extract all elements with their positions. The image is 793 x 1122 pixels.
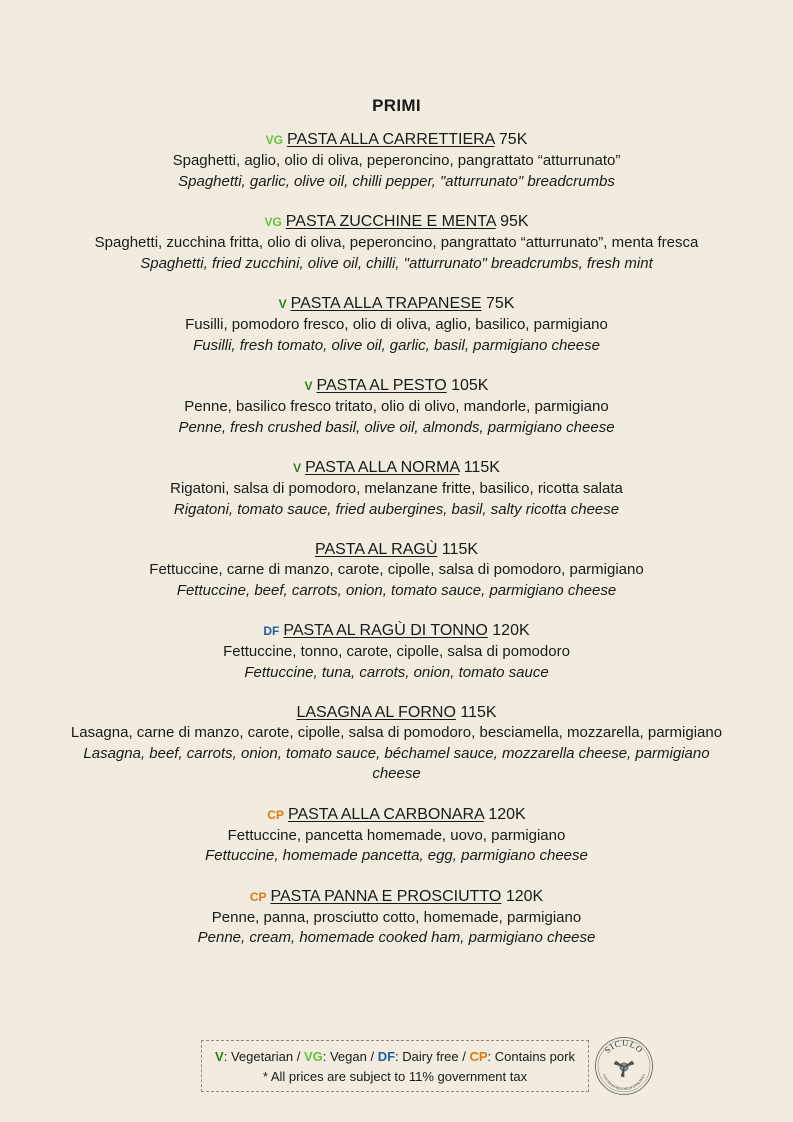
dish-description-english: Fettuccine, beef, carrots, onion, tomato sauce, parmigiano cheese: [176, 581, 617, 599]
logo-bottom-text: GASTRONOMIA MEDITERRANEA: [601, 1073, 647, 1092]
dish-name: PASTA AL PESTO: [316, 377, 447, 394]
dish-description-english: Spaghetti, garlic, olive oil, chilli pepper, "atturrunato" breadcrumbs: [178, 172, 615, 190]
legend-dietary-keys: [202, 1047, 588, 1067]
menu-item-heading: [60, 886, 733, 908]
dish-description-italian: Fettuccine, pancetta homemade, uovo, parmigiano: [227, 826, 566, 844]
dish-description-english: Fusilli, fresh tomato, olive oil, garlic, basil, parmigiano cheese: [193, 336, 600, 354]
menu-item-heading: [60, 375, 733, 397]
dish-price: 115K: [463, 459, 500, 476]
legend-key-label: : Contains pork: [487, 1049, 575, 1064]
dish-description-italian: Lasagna, carne di manzo, carote, cipolle, salsa di pomodoro, besciamella, mozzarella, parmigiano: [70, 724, 723, 741]
dish-name: PASTA PANNA E PROSCIUTTO: [270, 887, 502, 905]
dietary-tag: VG: [265, 133, 283, 147]
dish-description-italian: Fusilli, pomodoro fresco, olio di oliva, aglio, basilico, parmigiano: [185, 316, 608, 333]
dish-description-english: Penne, cream, homemade cooked ham, parmigiano cheese: [197, 929, 596, 946]
dish-price: 75K: [485, 295, 515, 312]
legend-key: V: [215, 1049, 224, 1064]
dish-price: 120K: [488, 805, 526, 823]
dish-name: PASTA ALLA CARBONARA: [287, 805, 484, 823]
legend-key: CP: [469, 1049, 488, 1064]
dish-price: 95K: [500, 213, 529, 230]
dietary-tag: VG: [264, 215, 282, 229]
menu-item-heading: [60, 620, 733, 642]
dish-name: PASTA ALLA NORMA: [305, 459, 460, 476]
legend-key-label: : Vegan /: [322, 1049, 378, 1064]
dish-price: 115K: [460, 704, 497, 721]
dish-description-english: Spaghetti, fried zucchini, olive oil, chilli, "atturrunato" breadcrumbs, fresh mint: [140, 254, 653, 272]
dish-description-english: Lasagna, beef, carrots, onion, tomato sauce, béchamel sauce, mozzarella cheese, parmigiano cheese: [83, 744, 710, 782]
section-title: PRIMI: [372, 96, 421, 115]
logo-top-text: SICULO: [602, 1037, 646, 1056]
menu-item-heading: [60, 457, 733, 479]
dish-description-italian: Fettuccine, carne di manzo, carote, cipolle, salsa di pomodoro, parmigiano: [149, 561, 644, 578]
dish-name: LASAGNA AL FORNO: [296, 704, 456, 721]
menu-item-heading: [60, 539, 733, 560]
dietary-tag: V: [293, 461, 302, 475]
dish-description-english: Fettuccine, homemade pancetta, egg, parmigiano cheese: [205, 847, 588, 864]
legend-box: [201, 1040, 589, 1092]
menu-item: [60, 620, 733, 683]
menu-item: [60, 886, 733, 949]
menu-item: [60, 129, 733, 192]
trinacria-icon: [614, 1061, 634, 1077]
legend-key: VG: [303, 1049, 323, 1064]
menu-item: [60, 375, 733, 438]
dish-price: 115K: [441, 541, 479, 558]
menu-item: [60, 293, 733, 356]
dietary-tag: CP: [249, 889, 267, 904]
legend-tax-note: * All prices are subject to 11% government tax: [262, 1069, 528, 1084]
dish-description-italian: Spaghetti, aglio, olio di oliva, peperoncino, pangrattato “atturrunato”: [172, 152, 621, 169]
legend-key-label: : Dairy free /: [395, 1049, 470, 1064]
menu-item: [60, 457, 733, 520]
menu-item-heading: [60, 804, 733, 826]
menu-list: [60, 129, 733, 968]
dish-name: PASTA AL RAGÙ DI TONNO: [283, 622, 488, 639]
menu-item: [60, 539, 733, 601]
dish-price: 105K: [451, 377, 489, 394]
svg-text:SICULO: [602, 1038, 645, 1055]
dish-description-italian: Penne, panna, prosciutto cotto, homemade, parmigiano: [211, 908, 582, 926]
dietary-tag: V: [304, 379, 313, 393]
dish-name: PASTA ZUCCHINE E MENTA: [285, 213, 496, 230]
siculo-logo: [594, 1036, 654, 1096]
menu-item-heading: [60, 211, 733, 233]
menu-item-heading: [60, 702, 733, 723]
menu-item: [60, 804, 733, 867]
legend-key: DF: [377, 1049, 396, 1064]
menu-item: [60, 702, 733, 785]
dietary-tag: V: [278, 297, 287, 311]
dish-name: PASTA AL RAGÙ: [314, 541, 438, 558]
dish-description-english: Fettuccine, tuna, carrots, onion, tomato sauce: [244, 663, 549, 681]
dish-description-english: Rigatoni, tomato sauce, fried aubergines, basil, salty ricotta cheese: [173, 500, 620, 518]
dish-description-italian: Fettuccine, tonno, carote, cipolle, salsa di pomodoro: [223, 643, 570, 660]
dish-price: 120K: [492, 622, 530, 639]
dish-price: 75K: [498, 131, 528, 148]
menu-item-heading: [60, 293, 733, 315]
dietary-tag: CP: [267, 807, 284, 822]
dish-description-english: Penne, fresh crushed basil, olive oil, almonds, parmigiano cheese: [178, 418, 615, 436]
dish-name: PASTA ALLA CARRETTIERA: [286, 131, 495, 148]
dish-description-italian: Spaghetti, zucchina fritta, olio di oliva, peperoncino, pangrattato “atturrunato”, menta fresca: [94, 234, 699, 251]
dish-price: 120K: [505, 887, 544, 905]
dish-description-italian: Rigatoni, salsa di pomodoro, melanzane fritte, basilico, ricotta salata: [170, 480, 623, 497]
dish-description-italian: Penne, basilico fresco tritato, olio di olivo, mandorle, parmigiano: [184, 398, 609, 415]
dish-name: PASTA ALLA TRAPANESE: [290, 295, 482, 312]
menu-item-heading: [60, 129, 733, 151]
legend-key-label: : Vegetarian /: [223, 1049, 304, 1064]
menu-item: [60, 211, 733, 274]
dietary-tag: DF: [263, 624, 280, 638]
